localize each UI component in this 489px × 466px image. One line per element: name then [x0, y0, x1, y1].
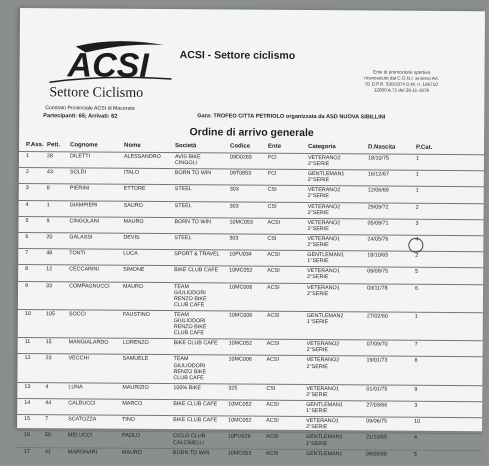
cell-cognome: SCATOZZA — [68, 416, 97, 423]
cell-categoria: GENTLEMAN1 — [305, 450, 343, 457]
gara-label: Gara: TROFEO CITTA PETRIOLO organizzata da ASD NUOVA SIBILLINI — [197, 113, 386, 121]
cell-cognome: DILETTI — [69, 153, 91, 160]
cell-codice: 09T0853 — [229, 170, 252, 177]
cell-pos: 16 — [23, 432, 31, 439]
cell-pos: 14 — [24, 400, 31, 407]
results-table — [17, 151, 484, 466]
cell-ente: CSI — [267, 235, 277, 242]
cell-pos: 5 — [25, 217, 29, 224]
cell-categoria: VETERANO1 2°SERIE — [307, 235, 341, 249]
cell-pos: 3 — [25, 185, 29, 192]
cell-cognome: VECCHI — [68, 355, 89, 362]
table-row — [17, 447, 482, 466]
cell-ente: ACSI — [267, 268, 280, 275]
cell-categoria: VETERANO2 2°SERIE — [307, 155, 341, 168]
column-header: Pett. — [47, 142, 61, 149]
cell-nome: MAURIZIO — [122, 384, 149, 391]
cell-pos: 15 — [24, 416, 31, 423]
cell-pos: 2 — [25, 169, 29, 176]
cell-cognome: MARONARI — [67, 448, 97, 456]
cell-pcat: 4 — [413, 435, 418, 442]
cell-pos: 8 — [25, 266, 29, 273]
cell-pett: 50 — [44, 432, 52, 439]
cell-cognome: CINGOLANI — [69, 218, 100, 225]
cell-codice: 10MC052 — [228, 401, 252, 408]
cell-categoria: VETERANO2 2°SERIE — [307, 187, 341, 200]
cell-pcat: 8 — [414, 358, 418, 365]
cell-pcat: 1 — [414, 313, 418, 320]
column-header: D.Nascita — [368, 144, 396, 151]
cell-nascita: 03/11/78 — [367, 284, 388, 292]
cell-nome: LORENZO — [122, 340, 149, 347]
cell-pett: 20 — [46, 234, 53, 241]
cell-nome: MAURO — [121, 449, 142, 456]
cell-societa: STEEL — [174, 235, 192, 242]
cell-pcat: 5 — [415, 269, 419, 276]
cell-cognome: PIERINI — [69, 185, 90, 192]
cell-societa: BORN TO WIN — [172, 449, 210, 456]
column-header: Codice — [230, 143, 251, 150]
cell-nascita: 12/06/69 — [367, 187, 389, 194]
cell-ente: ACSI — [267, 219, 281, 226]
cell-societa: BIKE CLUB CAFE — [173, 340, 218, 347]
cell-pos: 13 — [24, 383, 31, 390]
cell-nascita: 18/10/65 — [367, 252, 389, 259]
cell-societa: BIKE CLUB CAFE — [173, 417, 218, 424]
cell-ente: ACSI — [265, 434, 279, 441]
cell-pcat: 2 — [415, 204, 419, 211]
column-header: Ente — [268, 143, 282, 150]
cell-codice: 303 — [229, 235, 239, 242]
cell-nascita: 01/01/75 — [366, 386, 388, 393]
table-row — [18, 280, 483, 312]
cell-nascita: 05/09/71 — [367, 220, 389, 227]
column-header: P.Ass. — [26, 142, 44, 149]
cell-nascita: 21/10/65 — [365, 434, 388, 441]
cell-categoria: GENTLEMAN1 1°SERIE — [306, 402, 343, 415]
cell-societa: SPORT & TRAVEL — [174, 251, 220, 258]
logo-text: ACSI — [67, 46, 149, 85]
column-header: Società — [175, 143, 197, 150]
cell-ente: ACSI — [265, 450, 279, 457]
cell-categoria: VETERANO2 2°SERIE — [306, 357, 340, 370]
cell-societa: TEAM GIULIODORI RENZO BIKE CLUB CAFE — [173, 283, 207, 309]
cell-societa: BIKE CLUB CAFE — [173, 401, 218, 408]
cell-pcat: 10 — [414, 418, 421, 426]
cell-categoria: GENTLEMAN2 1°SERIE — [306, 312, 344, 326]
org-title: ACSI - Settore ciclismo — [179, 49, 296, 62]
cell-codice: 10MC053 — [229, 219, 253, 226]
cell-pett: 28 — [46, 153, 53, 160]
cell-codice: 10MC052 — [228, 417, 252, 424]
cell-codice: 10MC052 — [229, 267, 253, 274]
cell-nome: SAURO — [123, 202, 143, 209]
cell-nome: SAMUELE — [122, 356, 149, 363]
cell-pos: 12 — [24, 355, 31, 362]
cell-societa: STEEL — [174, 186, 192, 193]
acsi-logo — [45, 38, 175, 101]
cell-nome: FAUSTINO — [122, 311, 150, 318]
cell-categoria: VETERANO2 2°SERIE — [306, 341, 340, 354]
cell-categoria: VETERANO2 2°SERIE — [307, 219, 341, 233]
cell-codice: 10MC052 — [228, 340, 253, 347]
cell-codice: 325 — [228, 385, 238, 392]
cell-pos: 10 — [24, 310, 31, 317]
cell-pett: 41 — [44, 448, 51, 455]
cell-pett: 9 — [46, 217, 50, 224]
cell-ente: ACSI — [267, 251, 280, 258]
cell-cognome: CECCARINI — [69, 266, 99, 273]
cell-cognome: COMPAGNUCCI — [69, 282, 110, 290]
cell-codice: 10MC006 — [229, 283, 253, 291]
cell-ente: CSI — [267, 203, 277, 210]
cell-codice: 303 — [229, 203, 239, 210]
cell-nascita: 18/10/75 — [367, 155, 389, 162]
promo-text: Ente di promozione sportiva riconosciuto dal C.O.N.I. ai sensi Art. 31 D.P.R. 530/1974 D.M. n. 106710 12000 A.71 del 26-11-1979 — [364, 69, 439, 93]
cell-nome: MAURO — [123, 283, 144, 290]
cell-societa: BIKE CLUB CAFE — [174, 267, 219, 274]
cell-ente: ACSI — [266, 357, 280, 364]
cell-ente: ACSI — [267, 284, 280, 291]
cell-nascita: 09/06/75 — [366, 418, 388, 425]
cell-pett: 43 — [46, 169, 53, 176]
column-header: Cognome — [70, 142, 98, 149]
cell-nome: SIMONE — [123, 267, 145, 274]
logo-subtext: Settore Ciclismo — [49, 85, 144, 101]
cell-pcat: 1 — [415, 171, 419, 178]
partecipanti-label: Partecipanti: 65; Arrivati: 62 — [43, 113, 118, 120]
cell-ente: FCI — [267, 154, 277, 161]
cell-nome: MAURO — [123, 218, 144, 225]
column-header: P.Cat. — [416, 144, 433, 151]
cell-societa: BORN TO WIN — [174, 218, 211, 226]
cell-ente: CSI — [266, 385, 276, 392]
cell-pett: 8 — [46, 185, 50, 192]
cell-societa: CICLO CLUB CALCINELLI — [172, 433, 206, 446]
cell-pos: 7 — [25, 250, 29, 257]
cell-nome: PAOLO — [121, 433, 141, 440]
cell-societa: TEAM GIULIODORI RENZO BIKE CLUB CAFE — [173, 356, 207, 382]
cell-codice: 10PU034 — [229, 251, 252, 258]
cell-pos: 11 — [24, 339, 31, 346]
cell-pos: 6 — [25, 233, 29, 241]
cell-categoria: VETERANO2 2°SERIE — [307, 203, 341, 216]
cell-nascita: 27/02/60 — [366, 313, 388, 320]
cell-nascita: 27/03/66 — [366, 402, 388, 409]
cell-codice: 303 — [229, 186, 239, 193]
cell-codice: 10PU029 — [227, 433, 251, 441]
cell-pcat: 6 — [415, 285, 419, 292]
cell-cognome: SOLDI — [69, 169, 87, 176]
cell-pett: 48 — [46, 250, 53, 257]
cell-ente: ACSI — [266, 341, 280, 348]
cell-cognome: MELUCCI — [67, 432, 93, 439]
page-title: Ordine di arrivo generale — [189, 126, 314, 140]
cell-codice: 10MC006 — [228, 312, 253, 319]
cell-cognome: TONTI — [69, 250, 86, 257]
cell-pett: 33 — [46, 282, 53, 289]
cell-societa: TEAM GIULIODORI RENZO BIKE CLUB CAFE — [173, 311, 207, 337]
table-row — [18, 309, 483, 341]
column-header: Nome — [124, 142, 141, 149]
cell-nascita: 09/08/68 — [365, 451, 387, 458]
cell-categoria: GENTLEMAN1 1°SERIE — [305, 434, 343, 447]
cell-codice: 09D0265 — [229, 154, 252, 161]
cell-cognome: GIAMPIERI — [69, 201, 98, 209]
cell-pos: 4 — [25, 201, 29, 208]
cell-pcat: 2 — [415, 252, 419, 259]
cell-pcat: 3 — [414, 402, 418, 409]
cell-pcat: 7 — [414, 342, 418, 349]
cell-categoria: VETERANO1 2°SERIE — [306, 284, 340, 297]
cell-cognome: MANGIALARDO — [68, 339, 109, 346]
cell-nome: ETTORE — [123, 186, 146, 193]
cell-ente: ACSI — [266, 312, 280, 319]
results-sheet — [17, 8, 485, 458]
cell-nome: LUCA — [123, 250, 138, 257]
cell-nome: TINO — [122, 416, 136, 424]
cell-nascita: 07/09/70 — [366, 341, 388, 348]
cell-pcat: 3 — [415, 220, 419, 227]
cell-ente: FCI — [267, 170, 277, 177]
cell-nome: ITALO — [123, 169, 140, 177]
cell-pett: 105 — [45, 311, 55, 318]
cell-pos: 9 — [25, 282, 29, 289]
cell-pett: 4 — [45, 384, 49, 391]
cell-cognome: LUNA — [68, 384, 83, 391]
cell-societa: 100% BIKE — [173, 384, 201, 392]
column-header: Categoria — [308, 144, 336, 151]
cell-pcat: 1 — [415, 188, 419, 195]
table-row — [17, 353, 482, 385]
cell-pett: 7 — [45, 416, 49, 423]
cell-pett: 1 — [46, 201, 50, 208]
comitato-label: Comitato Provinciale ACSI di Macerata — [45, 105, 135, 112]
cell-pett: 23 — [45, 355, 52, 362]
cell-cognome: SOCCI — [68, 311, 86, 318]
cell-pcat: 1 — [415, 155, 419, 162]
cell-nome: MARCO — [122, 400, 143, 407]
cell-pett: 15 — [45, 339, 52, 346]
cell-societa: BORN TO WIN — [174, 170, 212, 177]
cell-categoria: GENTLEMAN1 2°SERIE — [307, 171, 345, 184]
cell-cognome: GALASSI — [69, 234, 93, 241]
cell-nascita: 29/09/72 — [367, 203, 389, 211]
cell-categoria: VETERANO1 2°SERIE — [307, 268, 340, 281]
cell-codice: 10MC053 — [227, 450, 252, 457]
cell-pos: 1 — [25, 153, 29, 160]
cell-nascita: 19/01/73 — [366, 357, 388, 365]
cell-categoria: GENTLEMAN1 1°SERIE — [307, 252, 344, 265]
cell-pos: 17 — [23, 448, 30, 455]
cell-societa: STEEL — [174, 202, 192, 209]
cell-nascita: 24/05/76 — [367, 236, 389, 243]
cell-ente: CSI — [267, 187, 277, 194]
cell-cognome: CALBUCCI — [68, 400, 96, 407]
cell-nascita: 16/12/67 — [367, 171, 389, 178]
cell-pcat: 5 — [413, 451, 417, 458]
cell-societa: AVIS BIKE CINGOLI — [174, 154, 201, 167]
cell-pcat: 4 — [415, 236, 419, 243]
cell-categoria: VETERANO1 2°SERIE — [306, 385, 340, 399]
cell-ente: ACSI — [266, 417, 279, 425]
cell-pcat: 9 — [414, 386, 418, 393]
cell-categoria: VETERANO1 2°SERIE — [306, 418, 339, 431]
cell-nascita: 09/09/75 — [367, 268, 389, 275]
cell-nome: ALESSANDRO — [123, 153, 161, 160]
cell-pett: 44 — [45, 400, 52, 407]
cell-nome: DEVIS — [123, 234, 140, 241]
cell-ente: ACSI — [266, 401, 279, 408]
cell-pett: 12 — [46, 266, 53, 273]
cell-codice: 10MC006 — [228, 356, 252, 364]
